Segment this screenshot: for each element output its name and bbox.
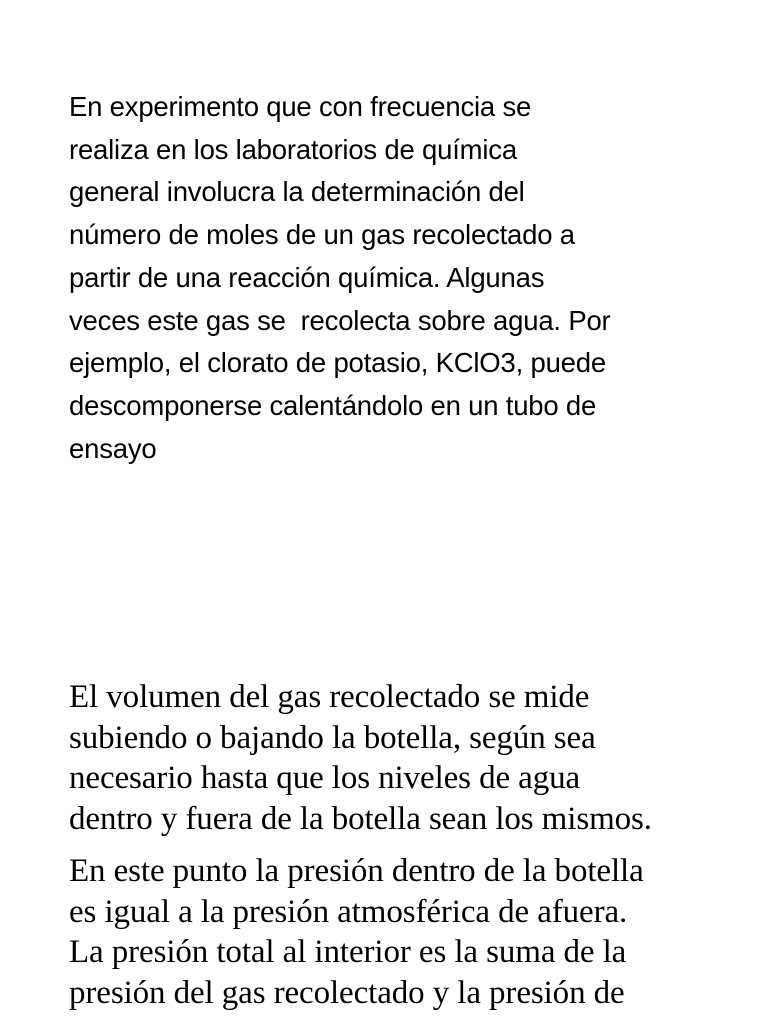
text-line: necesario hasta que los niveles de agua [69,760,581,796]
text-line: número de moles de un gas recolectado a [69,219,575,251]
text-line: realiza en los laboratorios de química [69,133,517,165]
paragraph-pressure [69,851,729,1013]
text-line: subiendo o bajando la botella, según sea [69,719,596,756]
text-line: general involucra la determinación del [69,176,525,208]
text-line: ejemplo, el clorato de potasio, KClO3, puede [69,347,606,379]
text-line: La presión total al interior es la suma de la [69,934,627,970]
text-line: dentro y fuera de la botella sean los mismos. [69,800,652,837]
text-line: En este punto la presión dentro de la botella [69,853,644,889]
text-line: descomponerse calentándolo en un tubo de [69,389,597,421]
text-line: En experimento que con frecuencia se [69,91,532,122]
text-line: es igual a la presión atmosférica de afuera. [69,893,628,930]
paragraph-gas-volume [69,677,729,839]
text-line: veces este gas se recolecta sobre agua. Por [69,304,611,336]
paragraph-experiment-intro [69,86,709,470]
text-line: presión del gas recolectado y la presión de [69,974,625,1011]
text-line: El volumen del gas recolectado se mide [69,679,590,715]
text-line: ensayo [69,432,157,464]
text-line: partir de una reacción química. Algunas [69,261,545,293]
